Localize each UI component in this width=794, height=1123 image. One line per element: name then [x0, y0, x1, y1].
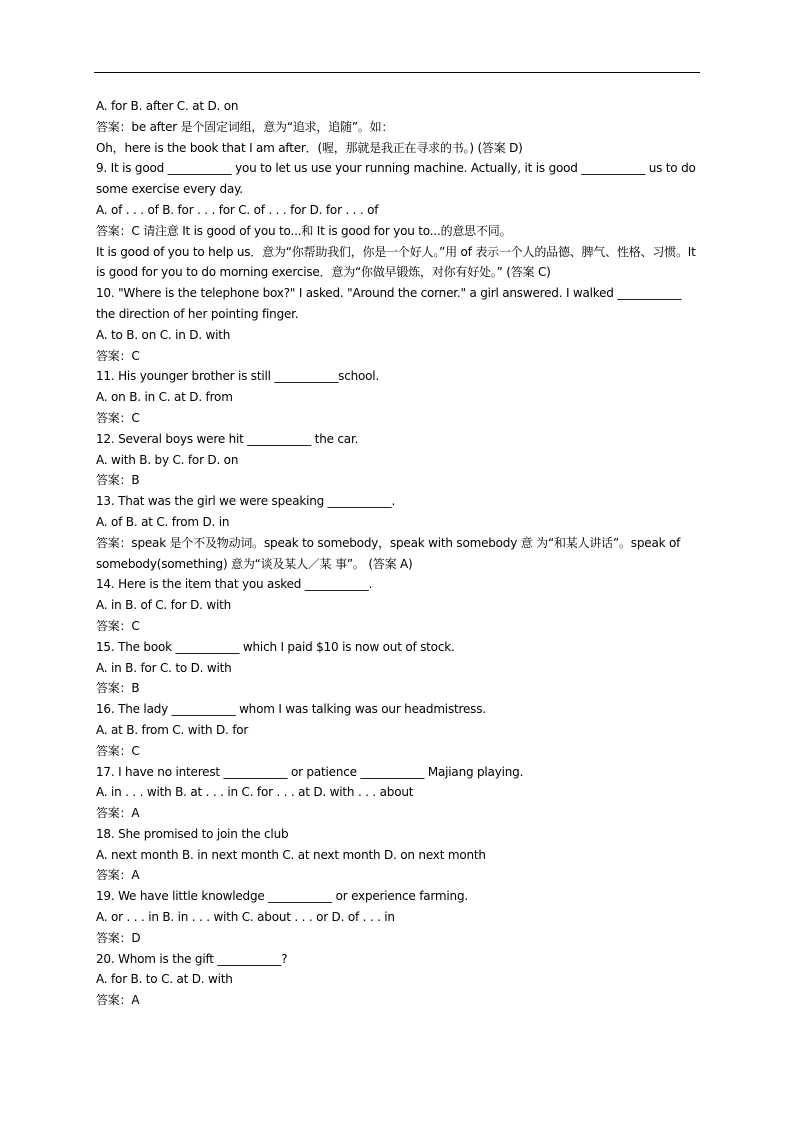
- answer-explanation: 答案：C: [96, 743, 140, 758]
- question-text: 12. Several boys were hit ___________ the car.: [96, 431, 359, 446]
- answer-options: A. for B. after C. at D. on: [96, 99, 239, 113]
- answer-options: A. on B. in C. at D. from: [96, 390, 233, 405]
- question-text: 10. "Where is the telephone box?" I asked. "Around the corner." a girl answered. I walked ___________ the direction of her pointing finger.: [96, 286, 682, 321]
- answer-options: A. of B. at C. from D. in: [96, 514, 230, 529]
- header-rule: [94, 72, 700, 73]
- answer-options: A. in B. of C. for D. with: [96, 598, 232, 613]
- answer-explanation: 答案：C 请注意 It is good of you to...和 It is good for you to...的意思不同。: [96, 223, 512, 238]
- answer-explanation: 答案：speak 是个不及物动词。speak to somebody，speak with somebody 意 为“和某人讲话”。speak of somebody(something) 意为“谈及某人／某 事”。 (答案 A): [96, 535, 681, 571]
- answer-options: A. in B. for C. to D. with: [96, 660, 232, 675]
- question-text: 19. We have little knowledge ___________ or experience farming.: [96, 889, 468, 904]
- question-text: 11. His younger brother is still ___________school.: [96, 369, 380, 384]
- answer-explanation: 答案：A: [96, 868, 140, 883]
- answer-explanation: 答案：D: [96, 930, 141, 945]
- question-text: 17. I have no interest ___________ or patience ___________ Majiang playing.: [96, 764, 524, 779]
- answer-explanation: 答案：be after 是个固定词组，意为“追求，追随”。如：: [96, 119, 394, 134]
- question-text: 20. Whom is the gift ___________?: [96, 951, 288, 966]
- answer-explanation: 答案：C: [96, 618, 140, 633]
- question-text: 13. That was the girl we were speaking ___________.: [96, 494, 396, 509]
- answer-options: A. next month B. in next month C. at next month D. on next month: [96, 847, 486, 862]
- answer-options: A. of . . . of B. for . . . for C. of . . . for D. for . . . of: [96, 202, 379, 217]
- answer-options: A. or . . . in B. in . . . with C. about . . . or D. of . . . in: [96, 910, 395, 925]
- question-text: 16. The lady ___________ whom I was talking was our headmistress.: [96, 702, 486, 717]
- text-line: It is good of you to help us．意为“你帮助我们，你是一个好人。”用 of 表示一个人的品德、脾气、性格、习惯。It is good for you to do morning exercise．意为“你做早锻炼，对你有好处。” (答案 C): [96, 244, 696, 280]
- answer-options: A. for B. to C. at D. with: [96, 972, 233, 987]
- answer-explanation: 答案：B: [96, 681, 140, 696]
- text-line: Oh，here is the book that I am after．(喔，那就是我正在寻求的书。) (答案 D): [96, 140, 523, 155]
- question-text: 15. The book ___________ which I paid $10 is now out of stock.: [96, 639, 455, 654]
- answer-options: A. with B. by C. for D. on: [96, 452, 239, 467]
- answer-explanation: 答案：A: [96, 806, 140, 821]
- question-text: 9. It is good ___________ you to let us use your running machine. Actually, it is good ___________ us to do some exercise every day.: [96, 161, 696, 197]
- answer-options: A. to B. on C. in D. with: [96, 327, 231, 342]
- question-text: 18. She promised to join the club: [96, 826, 289, 841]
- answer-explanation: 答案：C: [96, 410, 140, 425]
- answer-explanation: 答案：C: [96, 348, 140, 363]
- document-body: [96, 96, 700, 1011]
- question-text: 14. Here is the item that you asked ___________.: [96, 577, 373, 592]
- answer-explanation: 答案：B: [96, 473, 140, 488]
- answer-options: A. at B. from C. with D. for: [96, 722, 249, 737]
- answer-options: A. in . . . with B. at . . . in C. for . . . at D. with . . . about: [96, 785, 414, 800]
- answer-explanation: 答案：A: [96, 993, 140, 1008]
